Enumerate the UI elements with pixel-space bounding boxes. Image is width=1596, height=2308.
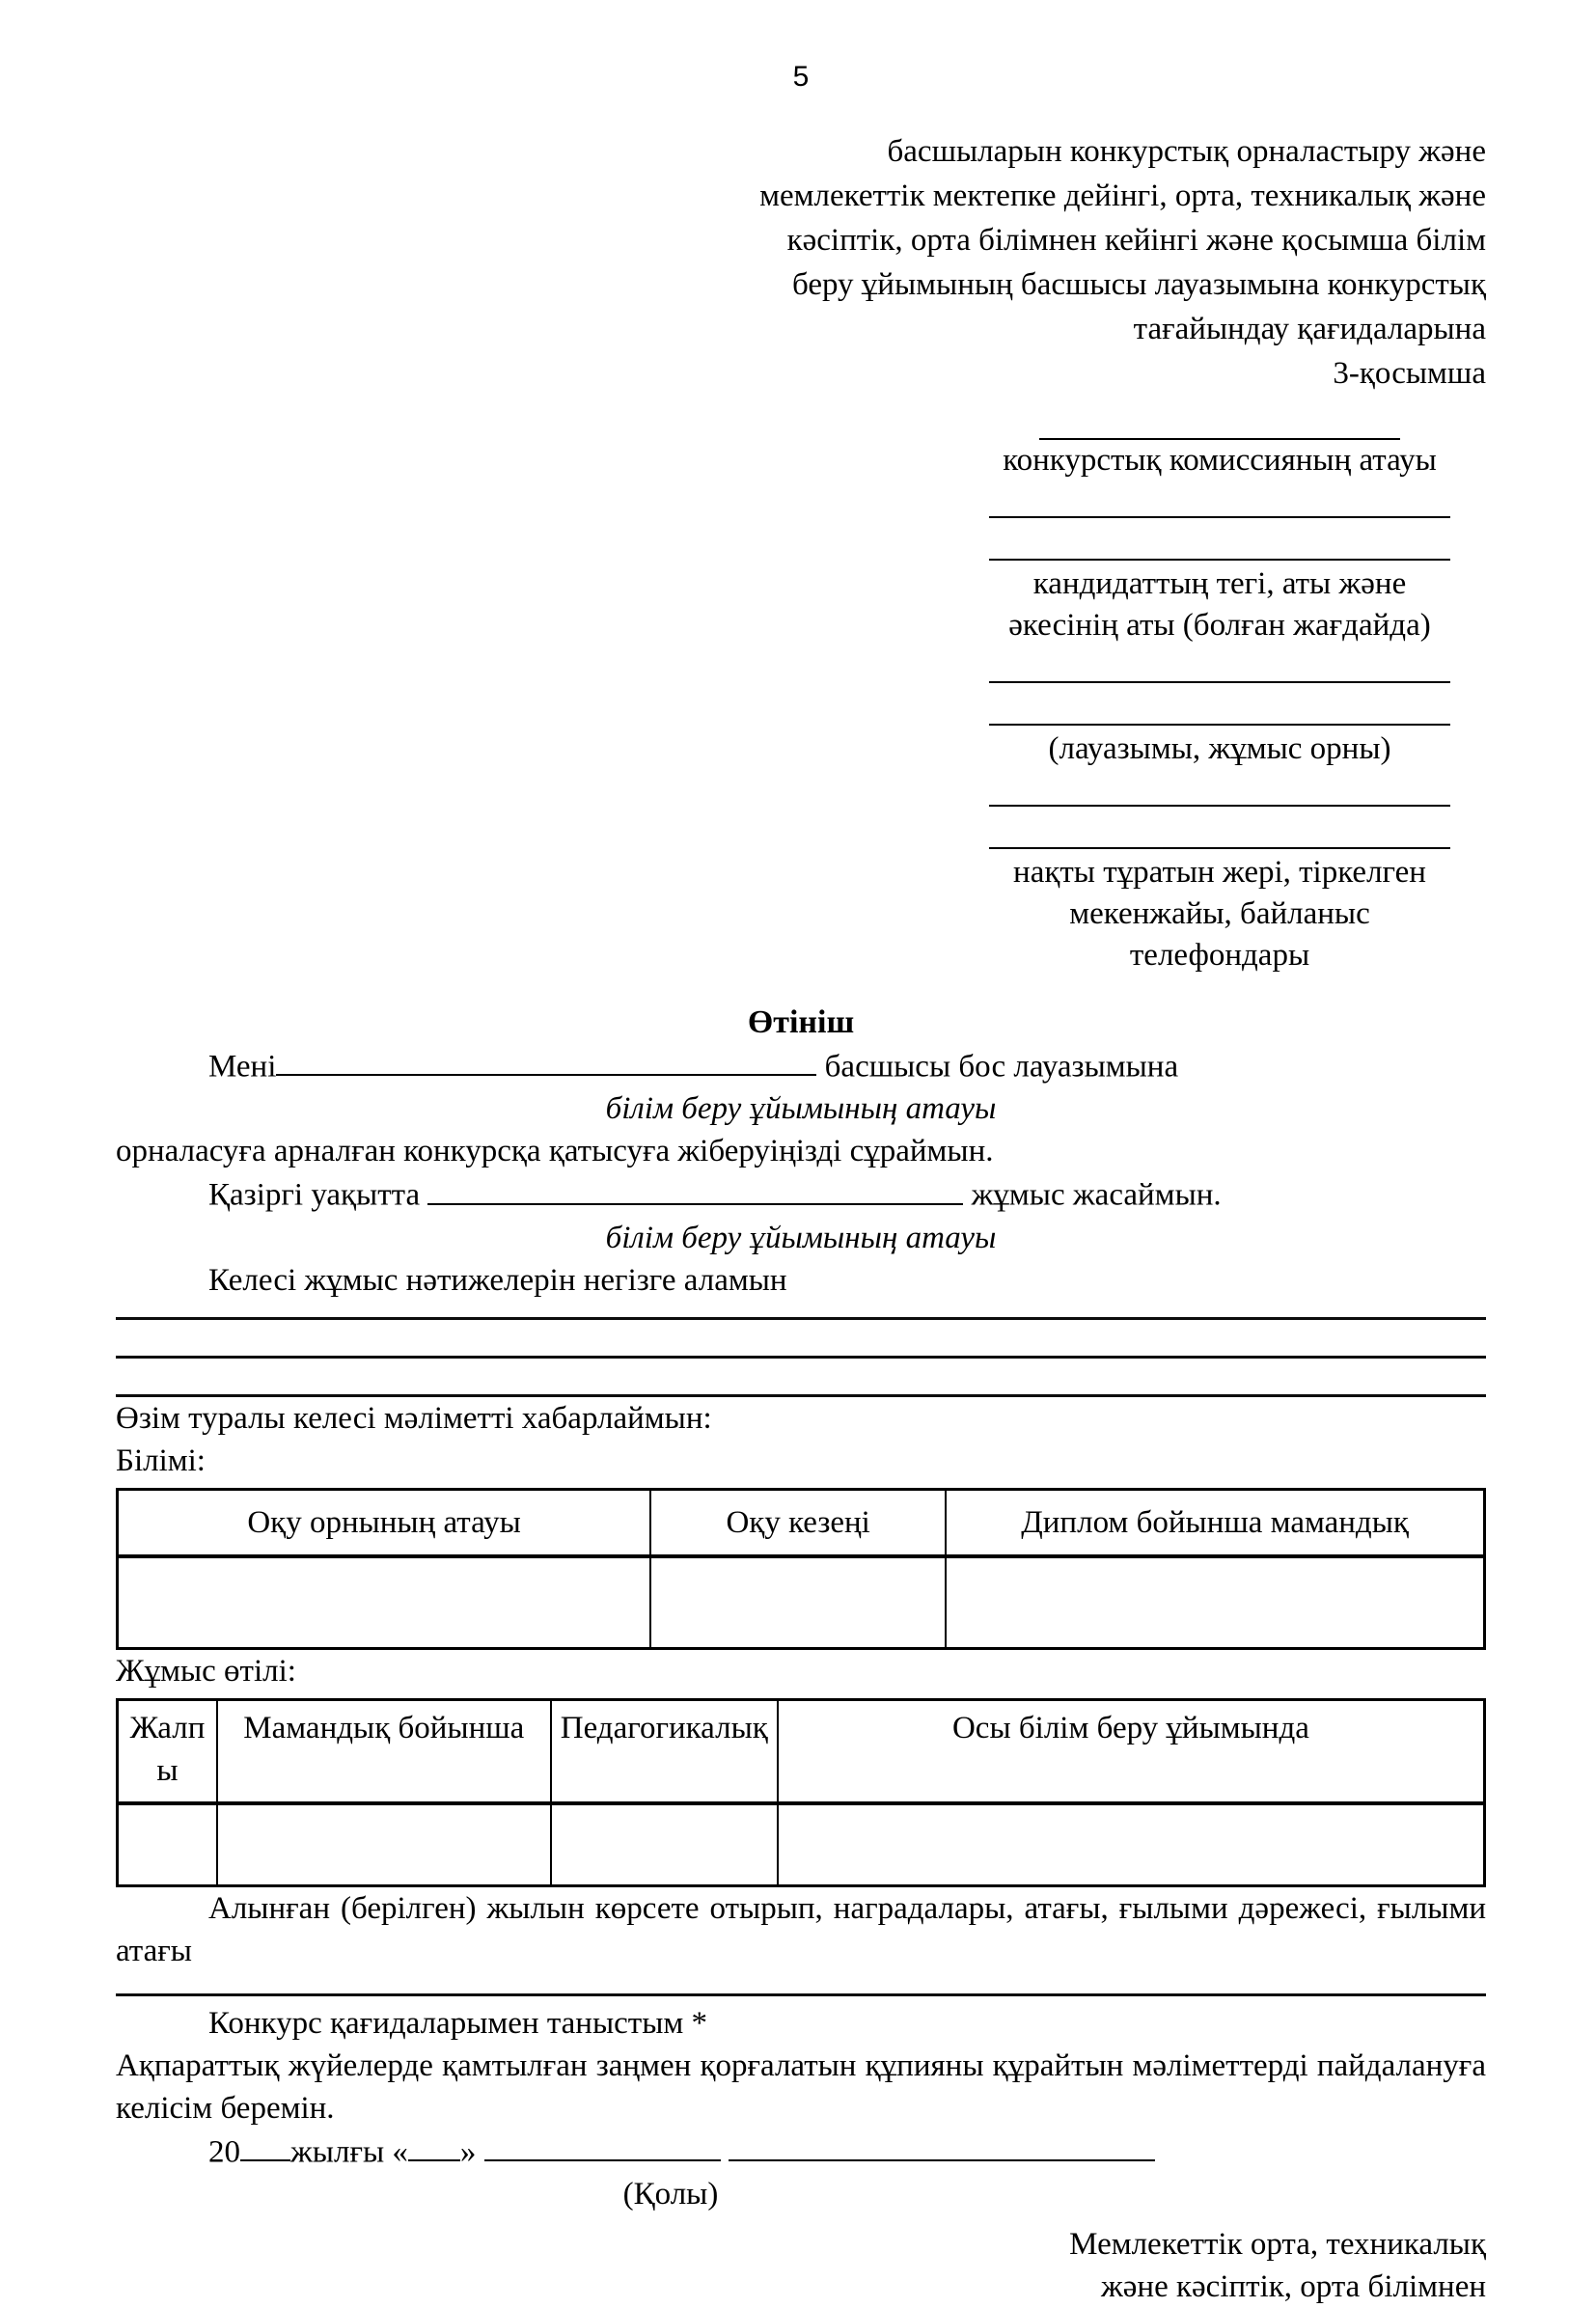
acquainted-line: Конкурс қағидаларымен таныстым * — [208, 2005, 707, 2041]
signature-blank — [484, 2129, 721, 2161]
year-prefix: 20 — [208, 2134, 240, 2170]
blank-line — [989, 516, 1450, 518]
signature-caption: (Қолы) — [622, 2177, 719, 2212]
appendix-line: кәсіптік, орта білімнен кейінгі және қосымша білім — [786, 223, 1486, 258]
page-number: 5 — [792, 61, 810, 93]
consent-line: Ақпараттық жүйелерде қамтылған заңмен қорғалатын құпияны құрайтын мәліметтерді пайдалануға келісім беремін. — [116, 2047, 1486, 2126]
empty-cell — [118, 1803, 217, 1886]
empty-cell — [778, 1803, 1485, 1886]
column-header: Мамандық бойынша — [217, 1699, 551, 1803]
candidate-caption-line: кандидаттың тегі, аты және — [1032, 566, 1407, 601]
application-title: Өтініш — [747, 1004, 855, 1040]
appendix-line: мемлекеттік мектепке дейінгі, орта, техникалық және — [759, 179, 1486, 213]
table-row — [118, 1803, 1485, 1886]
column-header: Оқу кезеңі — [650, 1489, 946, 1556]
blank-line — [989, 724, 1450, 726]
blank-line — [989, 559, 1450, 561]
experience-label: Жұмыс өтілі: — [116, 1653, 296, 1689]
empty-cell — [946, 1556, 1484, 1649]
request-line-2: орналасуға арналған конкурсқа қатысуға жіберуіңізді сұраймын. — [116, 1134, 994, 1169]
blank-line — [116, 1317, 1486, 1320]
address-caption-line: нақты тұратын жері, тіркелген — [1013, 855, 1426, 890]
table-header-row — [118, 1489, 1485, 1556]
commission-caption: конкурстық комиссияның атауы — [1003, 443, 1437, 478]
current-prefix: Қазіргі уақытта — [208, 1177, 421, 1213]
current-work-line — [116, 1172, 1486, 1216]
blank-line — [408, 2129, 460, 2161]
appendix-line: беру ұйымының басшысы лауазымына конкурстық — [791, 267, 1486, 302]
blank-line — [989, 805, 1450, 807]
blank-line — [989, 681, 1450, 683]
results-line: Келесі жұмыс нәтижелерін негізге аламын — [208, 1262, 787, 1298]
blank-line — [989, 847, 1450, 849]
addressee-block — [989, 438, 1450, 976]
appendix-line: тағайындау қағидаларына — [1133, 312, 1486, 346]
date-signature-line — [116, 2129, 1486, 2173]
year-word: жылғы — [290, 2134, 385, 2170]
blank-line — [240, 2129, 290, 2161]
candidate-caption-line: әкесінің аты (болған жағдайда) — [1008, 608, 1431, 643]
footer-note-line: Мемлекеттік орта, техникалық — [1069, 2227, 1486, 2263]
education-label: Білімі: — [116, 1442, 206, 1478]
empty-cell — [217, 1803, 551, 1886]
address-caption-line: телефондары — [1129, 938, 1310, 973]
column-header: Оқу орнының атауы — [118, 1489, 651, 1556]
table-header-row — [118, 1699, 1485, 1803]
blank-line — [427, 1172, 963, 1204]
appendix-line: басшыларын конкурстық орналастыру және — [887, 134, 1486, 169]
column-header: Педагогикалық — [551, 1699, 778, 1803]
current-suffix: жұмыс жасаймын. — [971, 1177, 1222, 1213]
blank-line — [276, 1044, 816, 1076]
experience-table — [116, 1698, 1486, 1887]
signature-blank — [729, 2129, 1155, 2161]
table-row — [118, 1556, 1485, 1649]
close-quote: » — [459, 2134, 477, 2170]
position-caption: (лауазымы, жұмыс орны) — [1048, 731, 1391, 766]
column-header: Диплом бойынша мамандық — [946, 1489, 1484, 1556]
appendix-number: 3-қосымша — [1333, 356, 1486, 391]
footer-note — [116, 2223, 1486, 2308]
empty-cell — [551, 1803, 778, 1886]
column-header: Жалпы — [118, 1699, 217, 1803]
open-quote: « — [392, 2134, 408, 2170]
request-suffix: басшысы бос лауазымына — [824, 1049, 1179, 1085]
org-name-caption: білім беру ұйымының атауы — [605, 1091, 997, 1127]
appendix-reference-block — [116, 129, 1486, 396]
empty-cell — [118, 1556, 651, 1649]
footer-note-line: және кәсіптік, орта білімнен — [1100, 2269, 1486, 2305]
request-prefix: Мені — [208, 1049, 277, 1085]
org-name-caption: білім беру ұйымының атауы — [605, 1220, 997, 1255]
awards-note: Алынған (берілген) жылын көрсете отырып, наградалары, атағы, ғылыми дәрежесі, ғылыми атағы — [116, 1890, 1486, 1968]
blank-line — [116, 1993, 1486, 1996]
request-line — [116, 1044, 1486, 1087]
column-header: Осы білім беру ұйымында — [778, 1699, 1485, 1803]
address-caption-line: мекенжайы, байланыс — [1069, 896, 1370, 931]
empty-cell — [650, 1556, 946, 1649]
education-table — [116, 1488, 1486, 1650]
about-line: Өзім туралы келесі мәліметті хабарлаймын: — [116, 1400, 712, 1436]
blank-line — [116, 1356, 1486, 1359]
